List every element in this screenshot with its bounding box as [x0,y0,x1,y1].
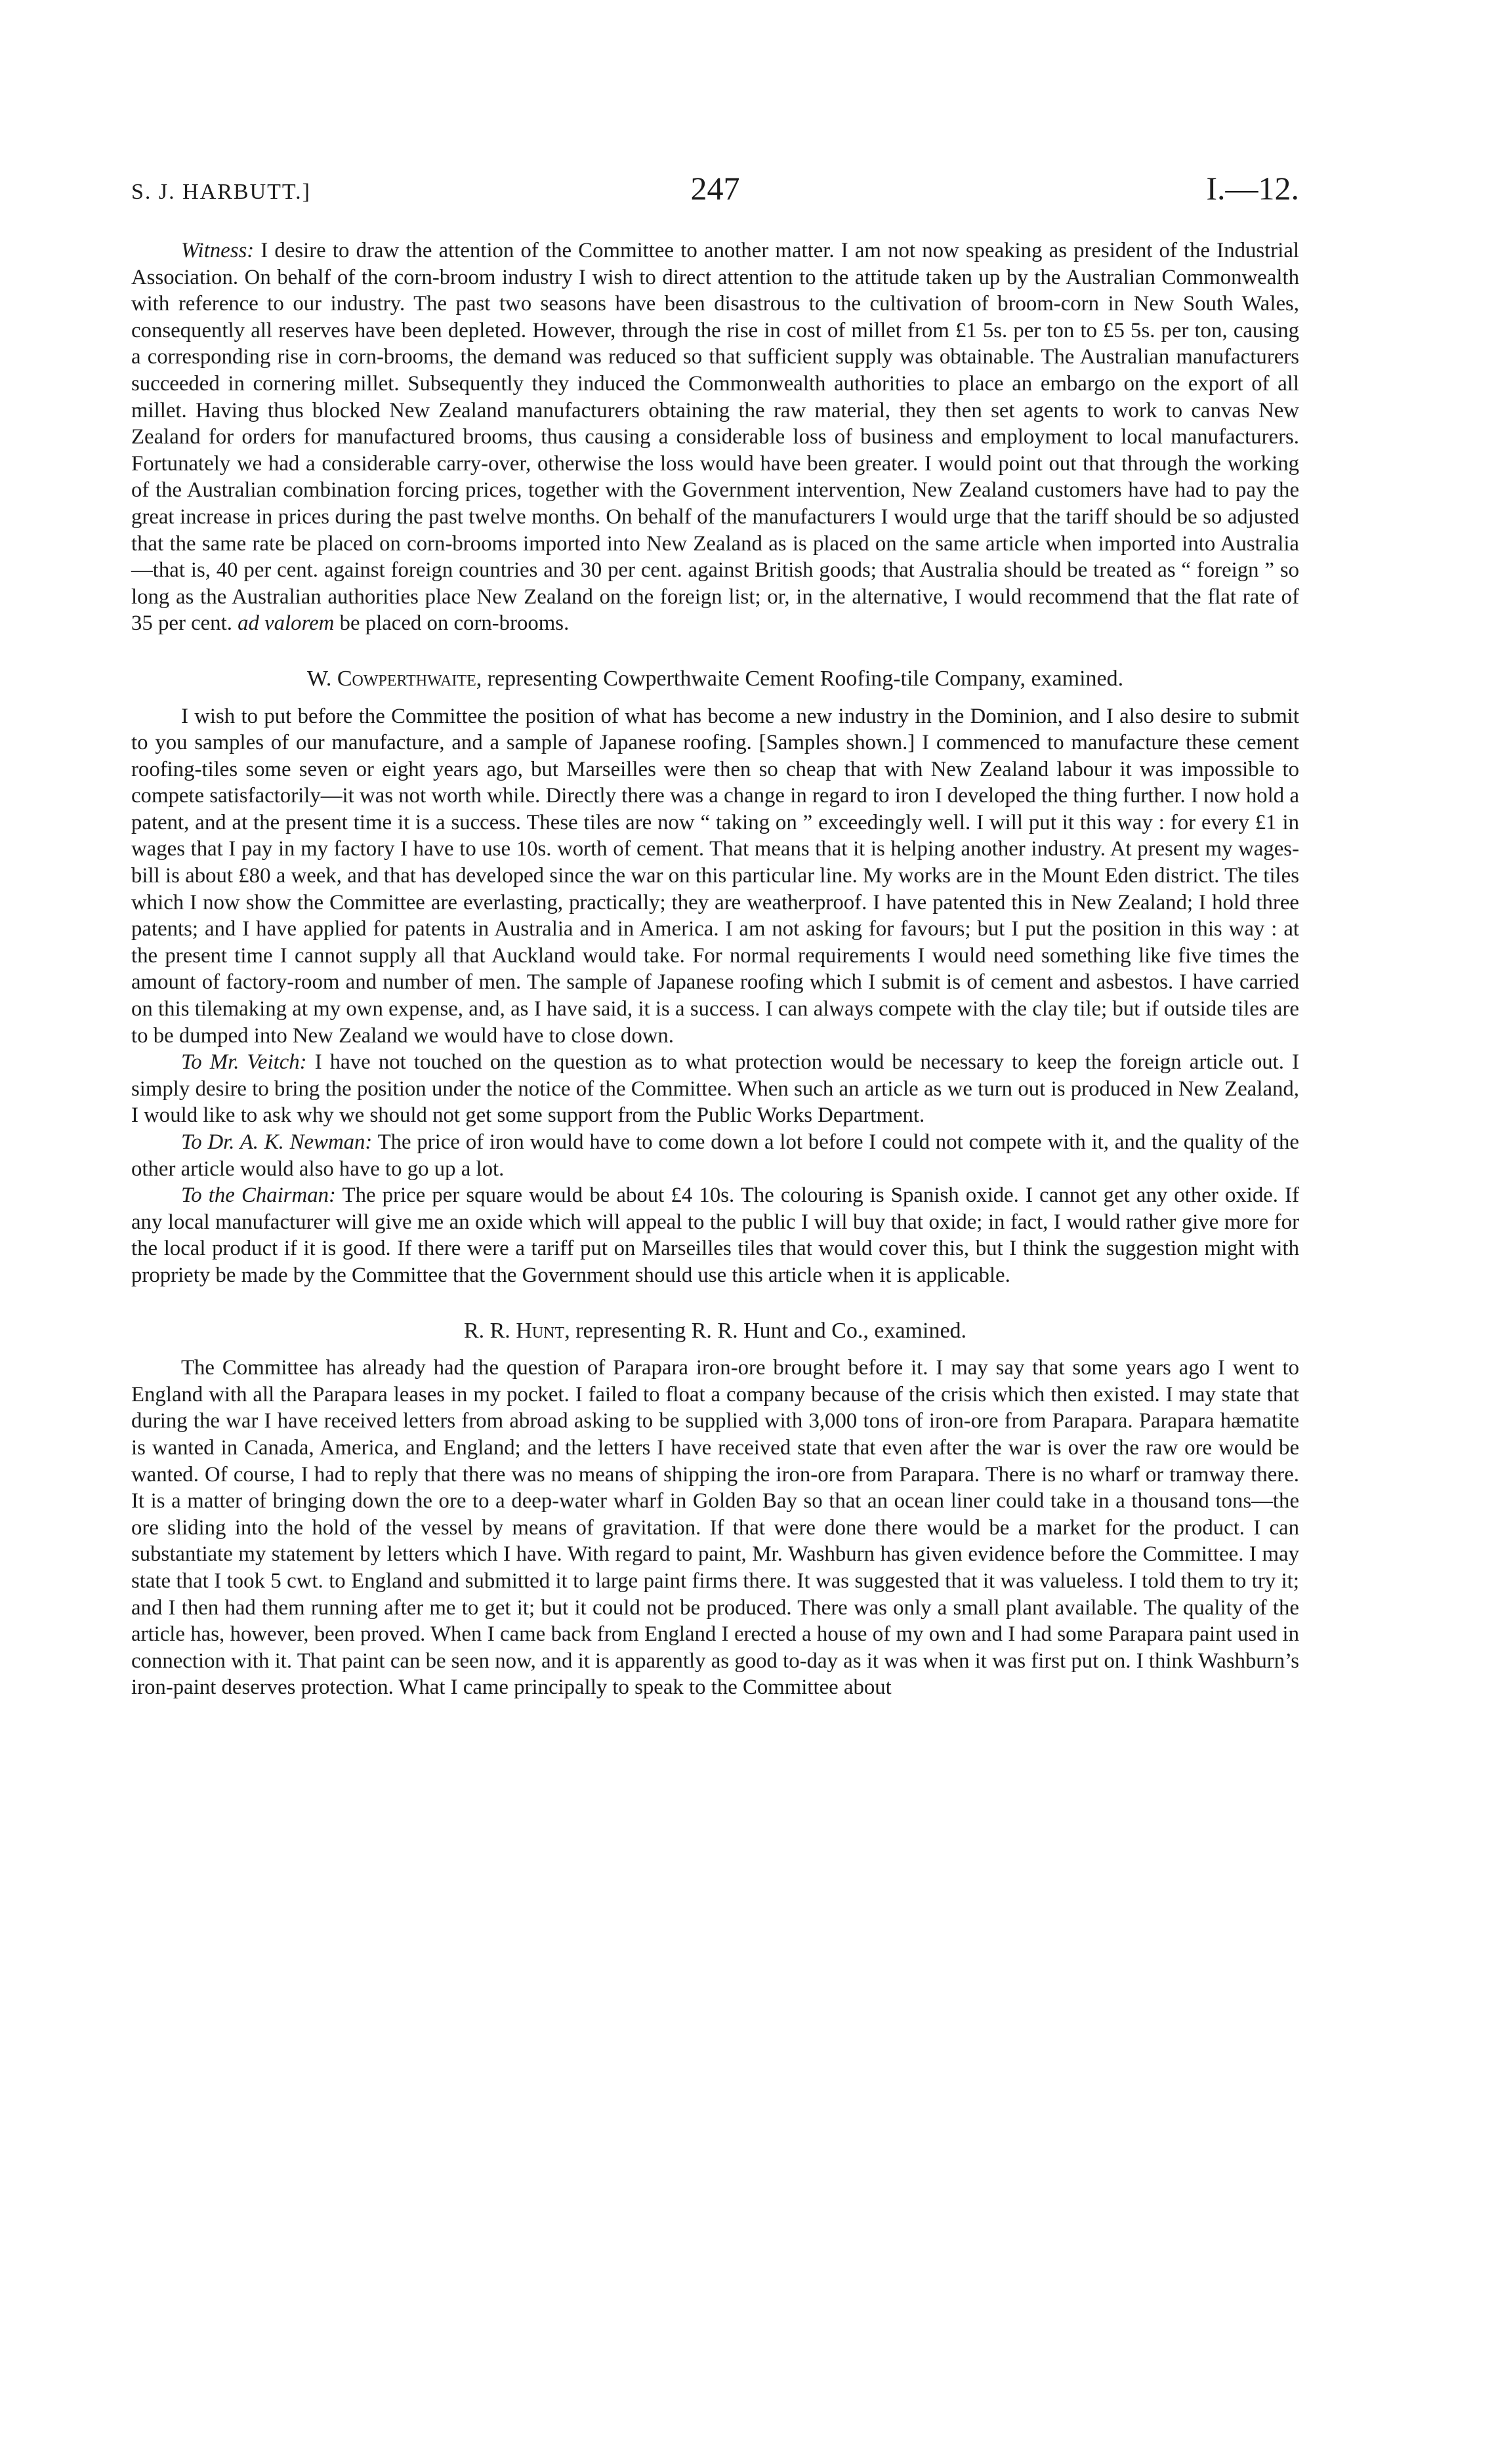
paragraph-text: The price per square would be about £4 10s. The colouring is Spanish oxide. I cannot get any other oxide. If any local manufacturer will give me an oxide which will appeal to the public I will buy that oxide; in fact, I would rather give more for the local product if it is good. If there were a tariff put on Marseilles tiles that would cover this, but I think the suggestion might with propriety be made by the Committee that the Government should use this article when it is applicable. [131,1183,1300,1287]
speaker-label: To the Chairman: [181,1183,336,1208]
paragraph-text: I desire to draw the attention of the Committee to another matter. I am not now speaking as president of the Industrial Association. On behalf of the corn-broom industry I wish to direct attention to the attitude taken up by the Australian Commonwealth with reference to our industry. The past two seasons have been disastrous to the cultivation of broom-corn in New South Wales, consequently all reserves have been depleted. However, through the rise in cost of millet from £1 5s. per ton to £5 5s. per ton, causing a corresponding rise in corn-brooms, the demand was reduced so that sufficient supply was obtainable. The Australian manufacturers succeeded in cornering millet. Subsequently they induced the Commonwealth authorities to place an embargo on the export of all millet. Having thus blocked New Zealand manufacturers obtaining the raw material, they then set agents to work to canvas New Zealand for orders for manufactured brooms, thus causing a considerable loss of business and employment to local manufacturers. Fortunately we had a considerable carry-over, otherwise the loss would have been greater. I would point out that through the working of the Australian combination forcing prices, together with the Government intervention, New Zealand customers have had to pay the great increase in prices during the past twelve months. On behalf of the manufacturers I would urge that the tariff should be so adjusted that the same rate be placed on corn-brooms imported into New Zealand as is placed on the same article when imported into Australia—that is, 40 per cent. against foreign countries and 30 per cent. against British goods; that Australia should be treated as “ foreign ” so long as the Australian authorities place New Zealand on the foreign list; or, in the alternative, I would recommend that the flat rate of 35 per cent. [131,239,1299,636]
witness-statement-paragraph [131,237,1299,637]
paragraph-text-end: be placed on corn-brooms. [334,611,570,636]
witness-initial: R. R. [463,1318,516,1343]
page-header [131,165,1299,211]
running-head-witness: S. J. HARBUTT.] [131,180,311,204]
answer-to-chairman [131,1182,1299,1288]
witness-heading-cowperthwaite [131,666,1299,693]
speaker-label: To Dr. A. K. Newman: [181,1130,373,1154]
witness-heading-hunt [131,1318,1299,1345]
paper-reference: I.—12. [1206,170,1299,207]
speaker-label: To Mr. Veitch: [181,1050,307,1075]
witness-surname: Hunt [516,1318,565,1343]
cowperthwaite-statement: I wish to put before the Committee the position of what has become a new industry in the Dominion, and I also desire to submit to you samples of our manufacture, and a sample of Japanese roofing. [Samples shown.] I commenced to manufacture these cement roofing-tiles some seven or eight years ago, but Marseilles were then so cheap that with New Zealand labour it was impossible to compete satisfactorily—it was not worth while. Directly there was a change in regard to iron I developed the thing further. I now hold a patent, and at the present time it is a success. These tiles are now “ taking on ” exceedingly well. I will put it this way : for every £1 in wages that I pay in my factory I have to use 10s. worth of cement. That means that it is helping another industry. At present my wages-bill is about £80 a week, and that has developed since the war on this particular line. My works are in the Mount Eden district. The tiles which I now show the Committee are everlasting, practically; they are weatherproof. I have patented this in New Zealand; I hold three patents; and I have applied for patents in Australia and in America. I am not asking for favours; but I put the position in this way : at the present time I cannot supply all that Auckland would take. For normal requirements I would need something like five times the amount of factory-room and number of men. The sample of Japanese roofing which I submit is of cement and asbestos. I have carried on this tilemaking at my own expense, and, as I have said, it is a success. I can always compete with the clay tile; but if outside tiles are to be dumped into New Zealand we would have to close down. [131,704,1299,1048]
paragraph-text: The price of iron would have to come down a lot before I could not compete with it, and the quality of the other article would also have to go up a lot. [131,1130,1299,1181]
answer-to-newman [131,1129,1299,1182]
witness-description: , representing R. R. Hunt and Co., examined. [564,1318,967,1343]
paragraph-text: I have not touched on the question as to what protection would be necessary to keep the foreign article out. I simply desire to bring the position under the notice of the Committee. When such an article as we turn out is produced in New Zealand, I would like to ask why we should not get some support from the Public Works Department. [131,1050,1299,1128]
witness-description: , representing Cowperthwaite Cement Roofing-tile Company, examined. [476,666,1124,691]
witness-initial: W. [306,666,337,691]
hunt-statement: The Committee has already had the question of Parapara iron-ore brought before it. I may say that some years ago I went to England with all the Parapara leases in my pocket. I failed to float a company because of the crisis which then existed. I may state that during the war I have received letters from abroad asking to be supplied with 3,000 tons of iron-ore from Parapara. Parapara hæmatite is wanted in Canada, America, and England; and the letters I have received state that even after the war is over the raw ore would be wanted. Of course, I had to reply that there was no means of shipping the iron-ore from Parapara. There is no wharf or tramway there. It is a matter of bringing down the ore to a deep-water wharf in Golden Bay so that an ocean liner could take in a thousand tons—the ore sliding into the hold of the vessel by means of gravitation. If that were done there would be a market for the product. I can substantiate my statement by letters which I have. With regard to paint, Mr. Washburn has given evidence before the Committee. I may state that I took 5 cwt. to England and submitted it to large paint firms there. It was suggested that it was valueless. I told them to try it; and I then had them running after me to get it; but it could not be produced. There was only a small plant available. The quality of the article has, however, been proved. When I came back from England I erected a house of my own and I had some Parapara paint used in connection with it. That paint can be seen now, and it is apparently as good to-day as it was when it was first put on. I think Washburn’s iron-paint deserves protection. What I came principally to speak to the Committee about [131,1356,1299,1700]
page-number: 247 [690,170,740,207]
witness-surname: Cowperthwaite [337,666,476,691]
speaker-label: Witness: [181,239,255,262]
evidence-body [131,237,1299,1701]
latin-phrase: ad valorem [238,611,335,636]
answer-to-veitch [131,1049,1299,1129]
